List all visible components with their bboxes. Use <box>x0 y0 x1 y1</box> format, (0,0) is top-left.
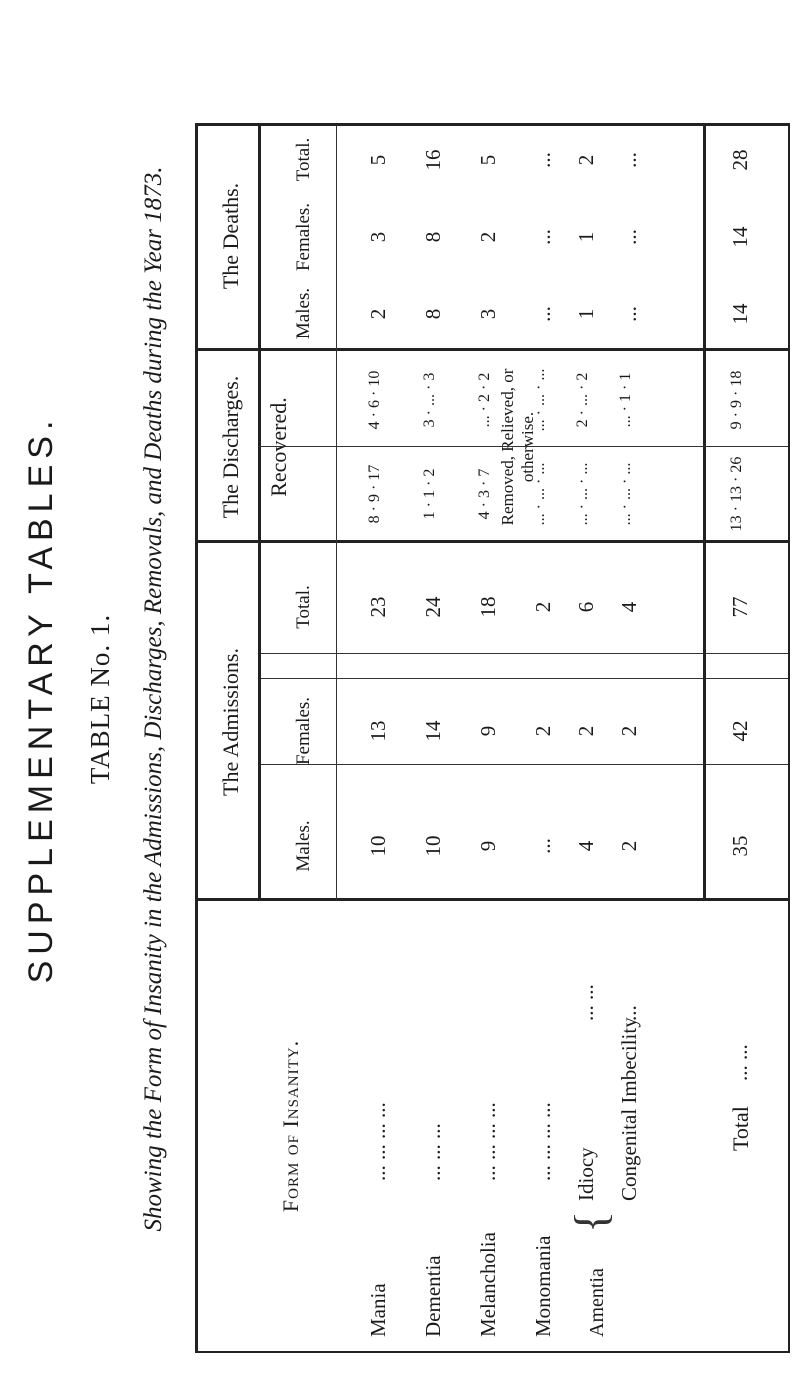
deaths-total-header: Total. <box>293 137 314 182</box>
form-label: Dementia <box>421 1255 445 1337</box>
dth-cell: 2 <box>476 231 500 243</box>
deaths-header: The Deaths. <box>218 182 243 290</box>
rem-cell: ... · ... · ... <box>531 368 548 432</box>
adm-cell: 4 <box>574 840 598 852</box>
adm-cell: 18 <box>476 596 500 618</box>
dth-cell: 16 <box>421 149 445 171</box>
adm-cell: 2 <box>531 601 555 613</box>
adm-cell: 2 <box>531 725 555 737</box>
rec-cell: ... · ... · ... <box>574 462 591 526</box>
adm-cell: 2 <box>617 840 641 852</box>
adm-cell: 24 <box>421 596 445 618</box>
adm-total-header: Total. <box>293 585 314 629</box>
total-dth-cell: 14 <box>728 226 752 248</box>
adm-cell: 10 <box>366 835 390 857</box>
total-rec-cell: 13 · 13 · 26 <box>728 456 745 532</box>
adm-cell: 10 <box>421 835 445 857</box>
dth-cell: ... <box>617 306 641 322</box>
adm-cell: ... <box>531 838 555 854</box>
form-label: Congenital Imbecility <box>617 1017 641 1201</box>
dth-cell: 1 <box>574 231 598 243</box>
deaths-males-header: Males. <box>293 287 314 340</box>
rec-cell: 4 · 3 · 7 <box>476 468 493 520</box>
rec-cell: ... · ... · ... <box>531 462 548 526</box>
adm-cell: 9 <box>476 840 500 852</box>
statistics-table <box>195 123 790 1353</box>
form-dots: ... ... ... <box>421 1123 445 1181</box>
rec-cell: ... · ... · ... <box>617 462 634 526</box>
dth-cell: 5 <box>366 154 390 166</box>
removed-header: Removed, Relieved, or otherwise. <box>498 368 537 526</box>
form-dots: ... ... ... ... <box>366 1102 390 1181</box>
dth-cell: 3 <box>366 231 390 243</box>
total-adm-cell: 35 <box>728 835 752 857</box>
total-rem-cell: 9 · 9 · 18 <box>728 370 745 430</box>
rem-cell: 3 · ... · 3 <box>421 372 438 428</box>
table-number: TABLE No. 1. <box>85 613 115 785</box>
adm-females-header: Females. <box>293 696 314 766</box>
adm-cell: 4 <box>617 601 641 613</box>
total-dth-cell: 14 <box>728 303 752 325</box>
total-adm-cell: 42 <box>728 720 752 742</box>
form-label: Idiocy <box>574 1147 598 1201</box>
dth-cell: 2 <box>366 308 390 320</box>
total-dots: ... ... <box>728 1044 752 1081</box>
dth-cell: 8 <box>421 308 445 320</box>
dth-cell: ... <box>617 152 641 168</box>
amentia-label: Amentia <box>586 1268 608 1337</box>
rec-cell: 1 · 1 · 2 <box>421 468 438 520</box>
dth-cell: ... <box>531 229 555 245</box>
page-title: SUPPLEMENTARY TABLES. <box>22 414 60 984</box>
deaths-females-header: Females. <box>293 202 314 272</box>
rem-cell: 4 · 6 · 10 <box>366 370 383 430</box>
dth-cell: ... <box>531 306 555 322</box>
form-dots: ... ... <box>574 984 598 1021</box>
amentia-bracket-icon: { <box>565 1210 616 1233</box>
form-label: Mania <box>366 1283 390 1337</box>
rem-cell: ... · 2 · 2 <box>476 372 493 428</box>
dth-cell: 1 <box>574 308 598 320</box>
adm-cell: 13 <box>366 720 390 742</box>
dth-cell: ... <box>531 152 555 168</box>
total-adm-cell: 77 <box>728 596 752 618</box>
rec-cell: 8 · 9 · 17 <box>366 464 383 524</box>
rem-cell: ... · 1 · 1 <box>617 372 634 428</box>
form-dots: ... ... ... ... <box>531 1102 555 1181</box>
form-label: Melancholia <box>476 1232 500 1337</box>
adm-cell: 9 <box>476 725 500 737</box>
adm-males-header: Males. <box>293 820 314 872</box>
dth-cell: ... <box>617 229 641 245</box>
rem-cell: 2 · ... · 2 <box>574 372 591 428</box>
dth-cell: 3 <box>476 308 500 320</box>
discharges-header: The Discharges. <box>218 375 243 519</box>
adm-cell: 14 <box>421 720 445 742</box>
recovered-header: Recovered. <box>266 397 291 497</box>
dth-cell: 2 <box>574 154 598 166</box>
adm-cell: 6 <box>574 601 598 613</box>
admissions-header: The Admissions. <box>218 648 243 796</box>
dth-cell: 5 <box>476 154 500 166</box>
total-dth-cell: 28 <box>728 149 752 171</box>
dth-cell: 8 <box>421 231 445 243</box>
form-dots: ... ... ... ... <box>476 1102 500 1181</box>
form-of-insanity-header: Form of Insanity. <box>278 1039 303 1213</box>
table-subtitle: Showing the Form of Insanity in the Admissions, Discharges, Removals, and Deaths during the Year 1873. <box>140 166 167 1232</box>
form-label: Monomania <box>531 1235 555 1337</box>
total-label: Total <box>728 1106 753 1151</box>
form-dots: ... <box>617 1005 641 1021</box>
adm-cell: 23 <box>366 596 390 618</box>
adm-cell: 2 <box>574 725 598 737</box>
adm-cell: 2 <box>617 725 641 737</box>
